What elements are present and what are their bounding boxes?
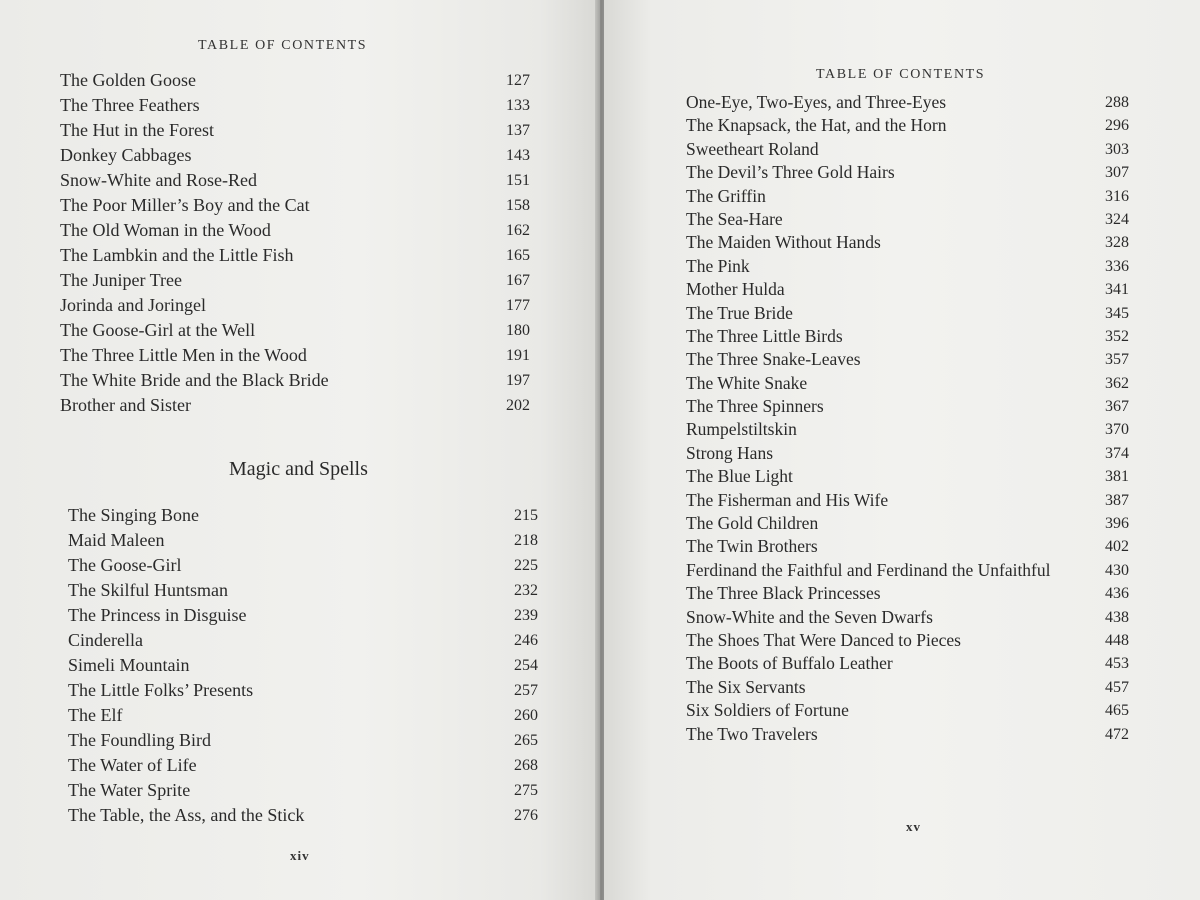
toc-entry	[60, 118, 530, 143]
toc-entry	[68, 678, 538, 703]
toc-entry-title: The Little Folks’ Presents	[68, 680, 254, 700]
toc-entry-page-number: 162	[506, 222, 530, 239]
toc-entry	[68, 703, 538, 728]
toc-entry	[686, 652, 1129, 675]
toc-entry-title: The Juniper Tree	[60, 270, 182, 290]
toc-entry	[686, 629, 1129, 652]
toc-entry-page-number: 276	[514, 807, 538, 824]
toc-entry-page-number: 268	[514, 757, 538, 774]
toc-entry-page-number: 316	[1105, 187, 1129, 205]
toc-entry	[686, 535, 1129, 558]
toc-entry-title: Rumpelstiltskin	[686, 419, 797, 440]
toc-entry-page-number: 357	[1105, 351, 1129, 369]
toc-entry	[60, 93, 530, 118]
toc-entry	[686, 559, 1129, 582]
toc-entry-title: Maid Maleen	[68, 530, 165, 550]
toc-entry-title: The Blue Light	[686, 466, 793, 487]
toc-entry-title: Donkey Cabbages	[60, 145, 192, 165]
toc-entry-page-number: 370	[1105, 421, 1129, 439]
toc-entry-title: The Old Woman in the Wood	[60, 220, 271, 240]
toc-entry-page-number: 265	[514, 732, 538, 749]
toc-entry	[686, 395, 1129, 418]
toc-entry-title: The Knapsack, the Hat, and the Horn	[686, 115, 947, 136]
toc-entry-page-number: 402	[1105, 538, 1129, 556]
toc-entry	[68, 628, 538, 653]
toc-entry-page-number: 133	[506, 97, 530, 114]
toc-entry	[68, 803, 538, 828]
toc-entry-title: Brother and Sister	[60, 395, 191, 415]
toc-entry	[60, 368, 530, 393]
toc-entry-page-number: 180	[506, 322, 530, 339]
toc-entry-title: The Goose-Girl at the Well	[60, 320, 256, 340]
toc-entry-title: The Water Sprite	[68, 780, 191, 800]
toc-entry-page-number: 448	[1105, 631, 1129, 649]
toc-entry-title: The Goose-Girl	[68, 555, 182, 575]
toc-entry	[686, 442, 1129, 465]
toc-entry-page-number: 336	[1105, 257, 1129, 275]
toc-entry-page-number: 254	[514, 657, 538, 674]
toc-entry-title: The Water of Life	[68, 755, 197, 775]
toc-entry-page-number: 307	[1105, 164, 1129, 182]
toc-entry-page-number: 328	[1105, 234, 1129, 252]
toc-entry-title: The True Bride	[686, 302, 793, 323]
toc-entry-title: The Table, the Ass, and the Stick	[68, 805, 305, 825]
toc-entry-title: Ferdinand the Faithful and Ferdinand the Unfaithful	[686, 559, 1051, 580]
toc-entry-title: The Three Snake-Leaves	[686, 349, 861, 370]
toc-entry	[686, 512, 1129, 535]
toc-entry	[686, 185, 1129, 208]
toc-entry-page-number: 436	[1105, 585, 1129, 603]
toc-entry-title: The Boots of Buffalo Leather	[686, 653, 893, 674]
toc-entry	[60, 193, 530, 218]
toc-entry	[68, 603, 538, 628]
toc-entry-page-number: 303	[1105, 140, 1129, 158]
toc-entry	[60, 143, 530, 168]
toc-entry-page-number: 127	[506, 72, 530, 89]
section-heading: Magic and Spells	[229, 458, 368, 480]
toc-entry-title: The Three Little Birds	[686, 325, 843, 346]
toc-entry	[686, 418, 1129, 441]
toc-entry	[60, 293, 530, 318]
toc-entry	[686, 231, 1129, 254]
toc-list-right	[686, 91, 1129, 746]
toc-entry	[60, 68, 530, 93]
toc-entry-page-number: 257	[514, 682, 538, 699]
toc-entry-page-number: 472	[1105, 725, 1129, 743]
toc-entry	[686, 676, 1129, 699]
toc-entry-title: The Fisherman and His Wife	[686, 489, 889, 510]
toc-entry	[686, 302, 1129, 325]
page-number-left: xiv	[290, 848, 310, 863]
toc-entry-page-number: 288	[1105, 94, 1129, 111]
toc-entry-page-number: 345	[1105, 304, 1129, 322]
toc-entry-page-number: 151	[506, 172, 530, 189]
toc-entry-page-number: 275	[514, 782, 538, 799]
toc-entry	[60, 393, 530, 418]
toc-entry-title: The Golden Goose	[60, 70, 196, 90]
right-page	[604, 0, 1200, 900]
toc-entry-page-number: 225	[514, 557, 538, 574]
toc-entry	[68, 528, 538, 553]
toc-entry-page-number: 137	[506, 122, 530, 139]
toc-entry-page-number: 367	[1105, 398, 1129, 416]
running-head-left: TABLE OF CONTENTS	[198, 38, 368, 53]
toc-entry-title: Sweetheart Roland	[686, 138, 819, 159]
toc-entry-title: Six Soldiers of Fortune	[686, 700, 849, 721]
toc-entry-page-number: 246	[514, 632, 538, 649]
toc-entry-title: The Elf	[68, 705, 123, 725]
toc-entry	[686, 348, 1129, 371]
toc-entry	[68, 728, 538, 753]
toc-entry	[60, 268, 530, 293]
toc-entry-title: The Shoes That Were Danced to Pieces	[686, 629, 961, 650]
toc-entry	[686, 278, 1129, 301]
toc-entry-title: The Poor Miller’s Boy and the Cat	[60, 195, 310, 215]
toc-entry-title: The Maiden Without Hands	[686, 232, 881, 253]
toc-entry	[686, 699, 1129, 722]
toc-entry-page-number: 177	[506, 297, 530, 314]
toc-entry-page-number: 374	[1105, 444, 1129, 462]
toc-entry-page-number: 218	[514, 532, 538, 549]
toc-entry-title: Simeli Mountain	[68, 655, 190, 675]
toc-entry-title: Jorinda and Joringel	[60, 295, 206, 315]
toc-entry	[60, 168, 530, 193]
toc-entry-title: The Three Little Men in the Wood	[60, 345, 307, 365]
toc-entry-title: The Lambkin and the Little Fish	[60, 245, 294, 265]
toc-entry-page-number: 296	[1105, 117, 1129, 135]
toc-entry-title: The Two Travelers	[686, 723, 818, 744]
toc-entry	[68, 653, 538, 678]
toc-entry-page-number: 158	[506, 197, 530, 214]
toc-entry-title: Snow-White and Rose-Red	[60, 170, 257, 190]
toc-entry-title: The Twin Brothers	[686, 536, 818, 557]
toc-entry-page-number: 260	[514, 707, 538, 724]
toc-entry-page-number: 438	[1105, 608, 1129, 626]
toc-entry	[686, 114, 1129, 137]
toc-entry-page-number: 191	[506, 347, 530, 364]
toc-entry-title: The Pink	[686, 255, 750, 276]
toc-entry-page-number: 465	[1105, 702, 1129, 720]
toc-entry-title: Mother Hulda	[686, 279, 785, 300]
toc-entry-page-number: 381	[1105, 468, 1129, 486]
toc-entry-title: One-Eye, Two-Eyes, and Three-Eyes	[686, 92, 947, 112]
toc-entry-title: The Six Servants	[686, 676, 806, 697]
toc-entry-title: The Three Feathers	[60, 95, 200, 115]
toc-entry	[68, 553, 538, 578]
toc-entry-page-number: 430	[1105, 561, 1129, 579]
toc-entry-title: The Sea-Hare	[686, 208, 783, 229]
toc-entry-title: The White Snake	[686, 372, 808, 393]
toc-entry-title: Cinderella	[68, 630, 143, 650]
toc-entry-title: The Skilful Huntsman	[68, 580, 228, 600]
toc-entry-page-number: 352	[1105, 327, 1129, 345]
toc-entry-page-number: 362	[1105, 374, 1129, 392]
toc-entry-page-number: 202	[506, 397, 530, 414]
toc-entry-title: The White Bride and the Black Bride	[60, 370, 329, 390]
toc-entry	[686, 582, 1129, 605]
toc-entry	[686, 138, 1129, 161]
toc-entry-page-number: 143	[506, 147, 530, 164]
page-number-right: xv	[906, 819, 921, 834]
toc-entry-title: The Foundling Bird	[68, 730, 211, 750]
toc-entry-title: The Hut in the Forest	[60, 120, 214, 140]
toc-entry	[68, 778, 538, 803]
toc-entry-title: The Gold Children	[686, 513, 819, 534]
toc-entry	[60, 243, 530, 268]
toc-entry	[60, 218, 530, 243]
toc-entry-page-number: 232	[514, 582, 538, 599]
toc-entry-title: The Princess in Disguise	[68, 605, 247, 625]
toc-entry	[686, 465, 1129, 488]
toc-entry-title: The Griffin	[686, 185, 766, 206]
toc-entry-page-number: 239	[514, 607, 538, 624]
toc-entry-page-number: 165	[506, 247, 530, 264]
toc-entry	[686, 372, 1129, 395]
toc-entry-title: Snow-White and the Seven Dwarfs	[686, 606, 933, 627]
toc-entry-page-number: 215	[514, 507, 538, 524]
toc-entry-page-number: 453	[1105, 655, 1129, 673]
toc-entry-page-number: 197	[506, 372, 530, 389]
toc-entry	[686, 208, 1129, 231]
toc-entry-page-number: 324	[1105, 210, 1129, 228]
toc-entry-title: The Three Black Princesses	[686, 583, 881, 604]
toc-entry	[60, 343, 530, 368]
toc-entry	[686, 91, 1129, 114]
toc-entry-page-number: 457	[1105, 678, 1129, 696]
toc-entry	[68, 753, 538, 778]
toc-entry	[60, 318, 530, 343]
toc-entry	[686, 489, 1129, 512]
toc-list-left-bottom	[68, 503, 538, 828]
toc-entry-title: The Three Spinners	[686, 396, 824, 417]
toc-entry-page-number: 387	[1105, 491, 1129, 509]
toc-entry	[68, 578, 538, 603]
toc-entry-title: Strong Hans	[686, 442, 774, 463]
toc-entry-title: The Devil’s Three Gold Hairs	[686, 162, 895, 183]
toc-entry	[686, 161, 1129, 184]
toc-entry	[686, 325, 1129, 348]
toc-entry-page-number: 341	[1105, 281, 1129, 299]
toc-entry	[686, 606, 1129, 629]
toc-entry-page-number: 396	[1105, 515, 1129, 533]
toc-entry-title: The Singing Bone	[68, 505, 199, 525]
running-head-right: TABLE OF CONTENTS	[816, 67, 986, 82]
toc-entry-page-number: 167	[506, 272, 530, 289]
toc-entry	[686, 255, 1129, 278]
toc-entry	[686, 723, 1129, 746]
toc-entry	[68, 503, 538, 528]
toc-list-left-top	[60, 68, 530, 418]
